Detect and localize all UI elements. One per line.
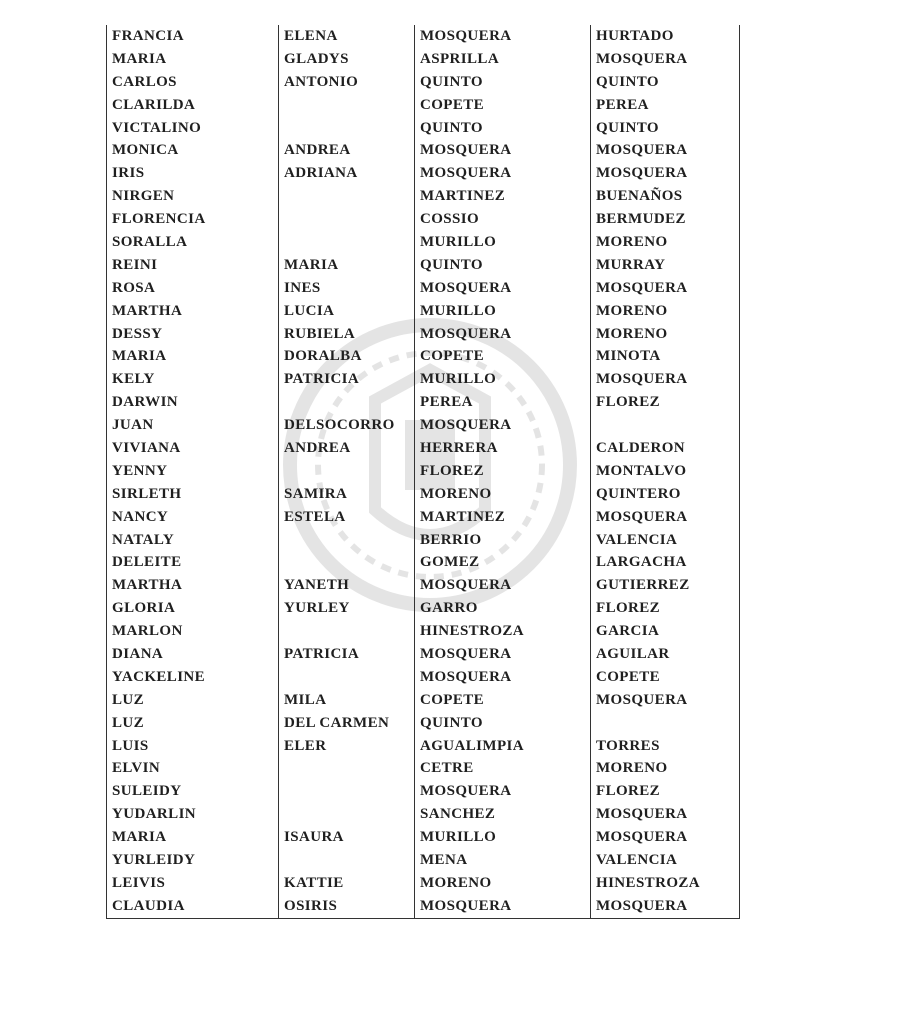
first-surname-cell: MARTINEZ bbox=[415, 185, 591, 208]
second-name-cell: ESTELA bbox=[279, 506, 415, 529]
first-name-cell: DESSY bbox=[107, 323, 279, 346]
first-name-cell: ROSA bbox=[107, 277, 279, 300]
second-name-cell bbox=[279, 231, 415, 254]
table-row bbox=[107, 185, 740, 208]
second-name-cell: MILA bbox=[279, 689, 415, 712]
first-surname-cell: MOSQUERA bbox=[415, 25, 591, 48]
second-surname-cell: VALENCIA bbox=[591, 849, 740, 872]
second-name-cell: YANETH bbox=[279, 574, 415, 597]
first-name-cell: LUZ bbox=[107, 689, 279, 712]
table-row bbox=[107, 414, 740, 437]
first-surname-cell: SANCHEZ bbox=[415, 803, 591, 826]
second-name-cell: DEL CARMEN bbox=[279, 712, 415, 735]
second-surname-cell bbox=[591, 712, 740, 735]
second-surname-cell: MORENO bbox=[591, 758, 740, 781]
first-surname-cell: MENA bbox=[415, 849, 591, 872]
second-surname-cell: FLOREZ bbox=[591, 391, 740, 414]
table-row bbox=[107, 277, 740, 300]
first-name-cell: VICTALINO bbox=[107, 117, 279, 140]
first-surname-cell: MOSQUERA bbox=[415, 162, 591, 185]
second-surname-cell: TORRES bbox=[591, 735, 740, 758]
second-surname-cell: MOSQUERA bbox=[591, 826, 740, 849]
second-surname-cell: CALDERON bbox=[591, 437, 740, 460]
first-surname-cell: MOSQUERA bbox=[415, 414, 591, 437]
second-name-cell bbox=[279, 208, 415, 231]
first-name-cell: MARTHA bbox=[107, 574, 279, 597]
second-name-cell: INES bbox=[279, 277, 415, 300]
first-name-cell: MARIA bbox=[107, 345, 279, 368]
first-surname-cell: MOSQUERA bbox=[415, 780, 591, 803]
second-name-cell: DORALBA bbox=[279, 345, 415, 368]
second-name-cell: MARIA bbox=[279, 254, 415, 277]
second-surname-cell: FLOREZ bbox=[591, 780, 740, 803]
second-surname-cell: QUINTO bbox=[591, 117, 740, 140]
second-surname-cell: HINESTROZA bbox=[591, 872, 740, 895]
second-surname-cell: QUINTO bbox=[591, 71, 740, 94]
second-name-cell: ELER bbox=[279, 735, 415, 758]
table-row bbox=[107, 803, 740, 826]
first-name-cell: DIANA bbox=[107, 643, 279, 666]
table-row bbox=[107, 689, 740, 712]
table-row bbox=[107, 437, 740, 460]
table-row bbox=[107, 254, 740, 277]
second-surname-cell: MOSQUERA bbox=[591, 277, 740, 300]
second-surname-cell: MORENO bbox=[591, 300, 740, 323]
first-name-cell: DELEITE bbox=[107, 551, 279, 574]
table-row bbox=[107, 231, 740, 254]
second-surname-cell: MURRAY bbox=[591, 254, 740, 277]
table-row bbox=[107, 826, 740, 849]
table-row bbox=[107, 620, 740, 643]
first-surname-cell: MARTINEZ bbox=[415, 506, 591, 529]
names-table-body bbox=[107, 25, 740, 918]
second-name-cell: LUCIA bbox=[279, 300, 415, 323]
first-surname-cell: QUINTO bbox=[415, 254, 591, 277]
second-surname-cell: MOSQUERA bbox=[591, 803, 740, 826]
first-surname-cell: CETRE bbox=[415, 758, 591, 781]
first-name-cell: NANCY bbox=[107, 506, 279, 529]
table-row bbox=[107, 368, 740, 391]
first-name-cell: JUAN bbox=[107, 414, 279, 437]
first-name-cell: MARIA bbox=[107, 826, 279, 849]
first-name-cell: MARIA bbox=[107, 48, 279, 71]
table-row bbox=[107, 643, 740, 666]
first-surname-cell: GOMEZ bbox=[415, 551, 591, 574]
second-surname-cell: MOSQUERA bbox=[591, 895, 740, 918]
table-row bbox=[107, 345, 740, 368]
table-row bbox=[107, 758, 740, 781]
first-surname-cell: MURILLO bbox=[415, 368, 591, 391]
first-surname-cell: MOSQUERA bbox=[415, 643, 591, 666]
first-name-cell: SIRLETH bbox=[107, 483, 279, 506]
first-surname-cell: COPETE bbox=[415, 345, 591, 368]
second-name-cell bbox=[279, 94, 415, 117]
second-name-cell bbox=[279, 117, 415, 140]
table-row bbox=[107, 551, 740, 574]
second-name-cell bbox=[279, 849, 415, 872]
first-name-cell: LEIVIS bbox=[107, 872, 279, 895]
first-name-cell: MONICA bbox=[107, 139, 279, 162]
first-surname-cell: ASPRILLA bbox=[415, 48, 591, 71]
second-name-cell bbox=[279, 460, 415, 483]
first-name-cell: KELY bbox=[107, 368, 279, 391]
second-name-cell bbox=[279, 391, 415, 414]
first-name-cell: FLORENCIA bbox=[107, 208, 279, 231]
table-row bbox=[107, 460, 740, 483]
second-name-cell bbox=[279, 529, 415, 552]
table-row bbox=[107, 323, 740, 346]
table-row bbox=[107, 872, 740, 895]
first-name-cell: MARLON bbox=[107, 620, 279, 643]
first-name-cell: SORALLA bbox=[107, 231, 279, 254]
second-name-cell: SAMIRA bbox=[279, 483, 415, 506]
second-surname-cell: VALENCIA bbox=[591, 529, 740, 552]
first-surname-cell: MOSQUERA bbox=[415, 574, 591, 597]
table-row bbox=[107, 300, 740, 323]
first-name-cell: YENNY bbox=[107, 460, 279, 483]
second-surname-cell: MORENO bbox=[591, 231, 740, 254]
table-row bbox=[107, 94, 740, 117]
table-row bbox=[107, 574, 740, 597]
second-name-cell: ANDREA bbox=[279, 139, 415, 162]
table-row bbox=[107, 483, 740, 506]
second-surname-cell: QUINTERO bbox=[591, 483, 740, 506]
first-surname-cell: QUINTO bbox=[415, 117, 591, 140]
second-surname-cell: MORENO bbox=[591, 323, 740, 346]
first-name-cell: CLARILDA bbox=[107, 94, 279, 117]
second-name-cell bbox=[279, 780, 415, 803]
second-name-cell: KATTIE bbox=[279, 872, 415, 895]
first-name-cell: NATALY bbox=[107, 529, 279, 552]
first-name-cell: REINI bbox=[107, 254, 279, 277]
first-name-cell: YUDARLIN bbox=[107, 803, 279, 826]
first-surname-cell: MORENO bbox=[415, 483, 591, 506]
table-row bbox=[107, 780, 740, 803]
second-surname-cell: MOSQUERA bbox=[591, 506, 740, 529]
second-surname-cell: MINOTA bbox=[591, 345, 740, 368]
first-surname-cell: MOSQUERA bbox=[415, 666, 591, 689]
first-name-cell: IRIS bbox=[107, 162, 279, 185]
second-surname-cell: HURTADO bbox=[591, 25, 740, 48]
first-surname-cell: HERRERA bbox=[415, 437, 591, 460]
table-row bbox=[107, 25, 740, 48]
first-surname-cell: MOSQUERA bbox=[415, 323, 591, 346]
first-surname-cell: FLOREZ bbox=[415, 460, 591, 483]
second-name-cell: PATRICIA bbox=[279, 368, 415, 391]
second-name-cell: PATRICIA bbox=[279, 643, 415, 666]
first-surname-cell: HINESTROZA bbox=[415, 620, 591, 643]
first-surname-cell: MURILLO bbox=[415, 826, 591, 849]
first-name-cell: GLORIA bbox=[107, 597, 279, 620]
first-surname-cell: QUINTO bbox=[415, 71, 591, 94]
table-row bbox=[107, 71, 740, 94]
first-surname-cell: BERRIO bbox=[415, 529, 591, 552]
first-surname-cell: MORENO bbox=[415, 872, 591, 895]
first-name-cell: ELVIN bbox=[107, 758, 279, 781]
second-surname-cell: GUTIERREZ bbox=[591, 574, 740, 597]
second-surname-cell: MOSQUERA bbox=[591, 689, 740, 712]
first-name-cell: YACKELINE bbox=[107, 666, 279, 689]
table-row bbox=[107, 712, 740, 735]
first-name-cell: LUZ bbox=[107, 712, 279, 735]
second-surname-cell: MOSQUERA bbox=[591, 139, 740, 162]
second-name-cell: DELSOCORRO bbox=[279, 414, 415, 437]
table-row bbox=[107, 162, 740, 185]
first-surname-cell: COPETE bbox=[415, 689, 591, 712]
second-name-cell bbox=[279, 620, 415, 643]
first-surname-cell: MOSQUERA bbox=[415, 277, 591, 300]
second-surname-cell: MOSQUERA bbox=[591, 162, 740, 185]
first-surname-cell: MURILLO bbox=[415, 300, 591, 323]
second-surname-cell: GARCIA bbox=[591, 620, 740, 643]
table-row bbox=[107, 506, 740, 529]
second-surname-cell: BUENAÑOS bbox=[591, 185, 740, 208]
first-surname-cell: MURILLO bbox=[415, 231, 591, 254]
first-name-cell: FRANCIA bbox=[107, 25, 279, 48]
first-name-cell: VIVIANA bbox=[107, 437, 279, 460]
second-name-cell: ANTONIO bbox=[279, 71, 415, 94]
first-surname-cell: PEREA bbox=[415, 391, 591, 414]
first-name-cell: DARWIN bbox=[107, 391, 279, 414]
second-surname-cell: MOSQUERA bbox=[591, 368, 740, 391]
table-row bbox=[107, 48, 740, 71]
second-name-cell: ISAURA bbox=[279, 826, 415, 849]
first-surname-cell: COPETE bbox=[415, 94, 591, 117]
first-name-cell: CARLOS bbox=[107, 71, 279, 94]
second-name-cell bbox=[279, 551, 415, 574]
second-surname-cell: FLOREZ bbox=[591, 597, 740, 620]
first-name-cell: NIRGEN bbox=[107, 185, 279, 208]
table-row bbox=[107, 391, 740, 414]
first-name-cell: MARTHA bbox=[107, 300, 279, 323]
second-surname-cell: PEREA bbox=[591, 94, 740, 117]
table-row bbox=[107, 117, 740, 140]
second-surname-cell: MONTALVO bbox=[591, 460, 740, 483]
second-name-cell: GLADYS bbox=[279, 48, 415, 71]
second-name-cell bbox=[279, 758, 415, 781]
table-row bbox=[107, 666, 740, 689]
second-name-cell bbox=[279, 666, 415, 689]
second-name-cell: YURLEY bbox=[279, 597, 415, 620]
table-row bbox=[107, 529, 740, 552]
table-row bbox=[107, 895, 740, 918]
second-name-cell bbox=[279, 803, 415, 826]
first-surname-cell: QUINTO bbox=[415, 712, 591, 735]
second-name-cell bbox=[279, 185, 415, 208]
table-row bbox=[107, 597, 740, 620]
second-surname-cell: MOSQUERA bbox=[591, 48, 740, 71]
second-name-cell: ADRIANA bbox=[279, 162, 415, 185]
names-table bbox=[106, 25, 740, 919]
second-name-cell: RUBIELA bbox=[279, 323, 415, 346]
second-surname-cell bbox=[591, 414, 740, 437]
second-name-cell: ANDREA bbox=[279, 437, 415, 460]
table-row bbox=[107, 139, 740, 162]
second-name-cell: ELENA bbox=[279, 25, 415, 48]
second-surname-cell: AGUILAR bbox=[591, 643, 740, 666]
second-name-cell: OSIRIS bbox=[279, 895, 415, 918]
table-row bbox=[107, 208, 740, 231]
table-row bbox=[107, 735, 740, 758]
first-surname-cell: MOSQUERA bbox=[415, 895, 591, 918]
first-name-cell: SULEIDY bbox=[107, 780, 279, 803]
first-name-cell: CLAUDIA bbox=[107, 895, 279, 918]
first-surname-cell: MOSQUERA bbox=[415, 139, 591, 162]
second-surname-cell: BERMUDEZ bbox=[591, 208, 740, 231]
first-name-cell: YURLEIDY bbox=[107, 849, 279, 872]
table-row bbox=[107, 849, 740, 872]
second-surname-cell: COPETE bbox=[591, 666, 740, 689]
first-name-cell: LUIS bbox=[107, 735, 279, 758]
first-surname-cell: GARRO bbox=[415, 597, 591, 620]
first-surname-cell: COSSIO bbox=[415, 208, 591, 231]
second-surname-cell: LARGACHA bbox=[591, 551, 740, 574]
first-surname-cell: AGUALIMPIA bbox=[415, 735, 591, 758]
